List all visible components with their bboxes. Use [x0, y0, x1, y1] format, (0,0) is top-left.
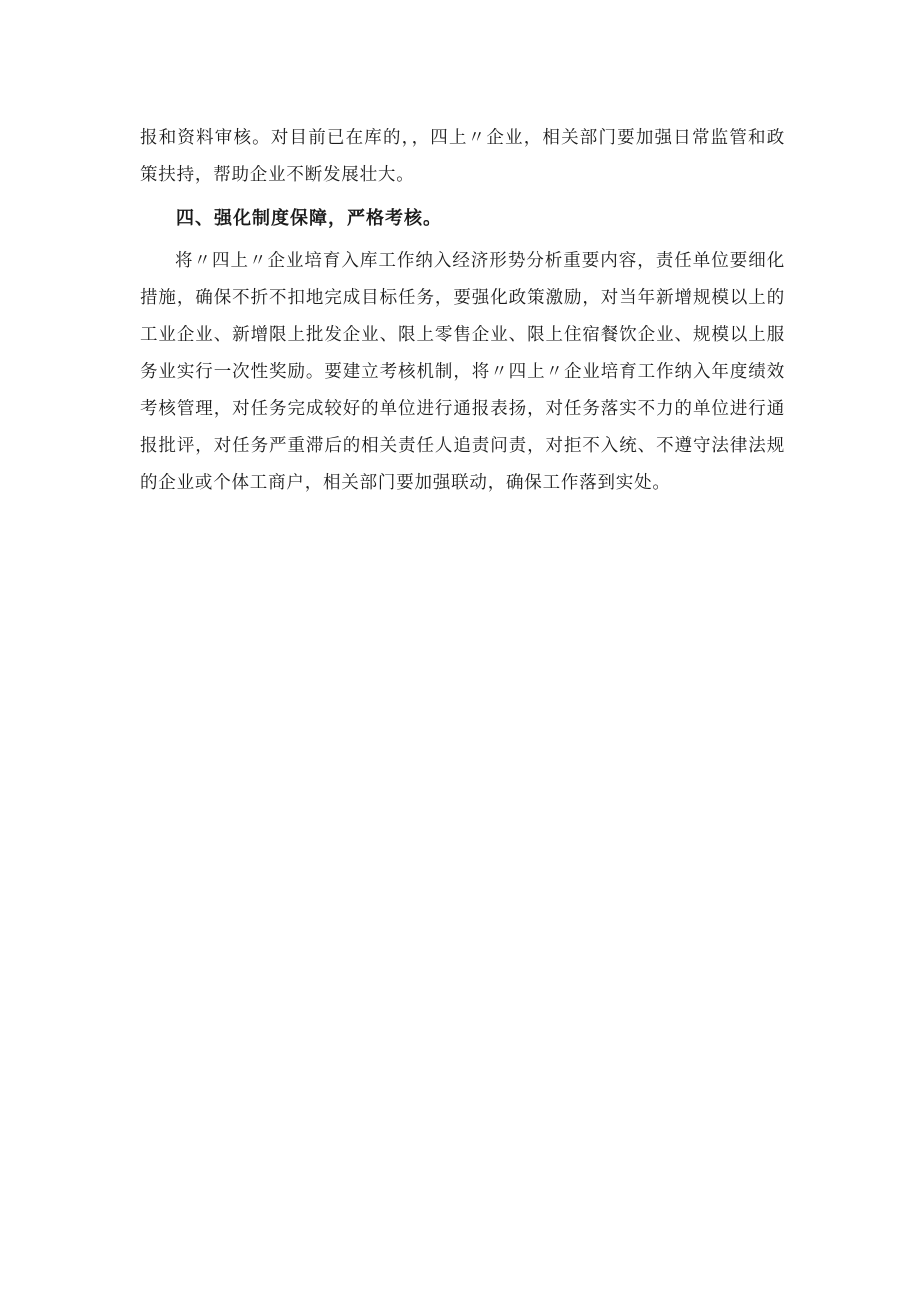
paragraph-main: 将〃四上〃企业培育入库工作纳入经济形势分析重要内容，责任单位要细化措施，确保不折不扣地完成目标任务，要强化政策激励，对当年新增规模以上的工业企业、新增限上批发企业、限上零售企业、限上住宿餐饮企业、规模以上服务业实行一次性奖励。要建立考核机制，将〃四上〃企业培育工作纳入年度绩效考核管理，对任务完成较好的单位进行通报表扬，对任务落实不力的单位进行通报批评，对任务严重滞后的相关责任人追责问责，对拒不入统、不遵守法律法规的企业或个体工商户，相关部门要加强联动，确保工作落到实处。: [140, 251, 785, 493]
document-body: [140, 120, 785, 502]
paragraph-continued: 报和资料审核。对目前已在库的，，四上〃企业，相关部门要加强日常监管和政策扶持，帮助企业不断发展壮大。: [140, 128, 785, 185]
section-heading: 四、强化制度保障，严格考核。: [176, 208, 442, 229]
